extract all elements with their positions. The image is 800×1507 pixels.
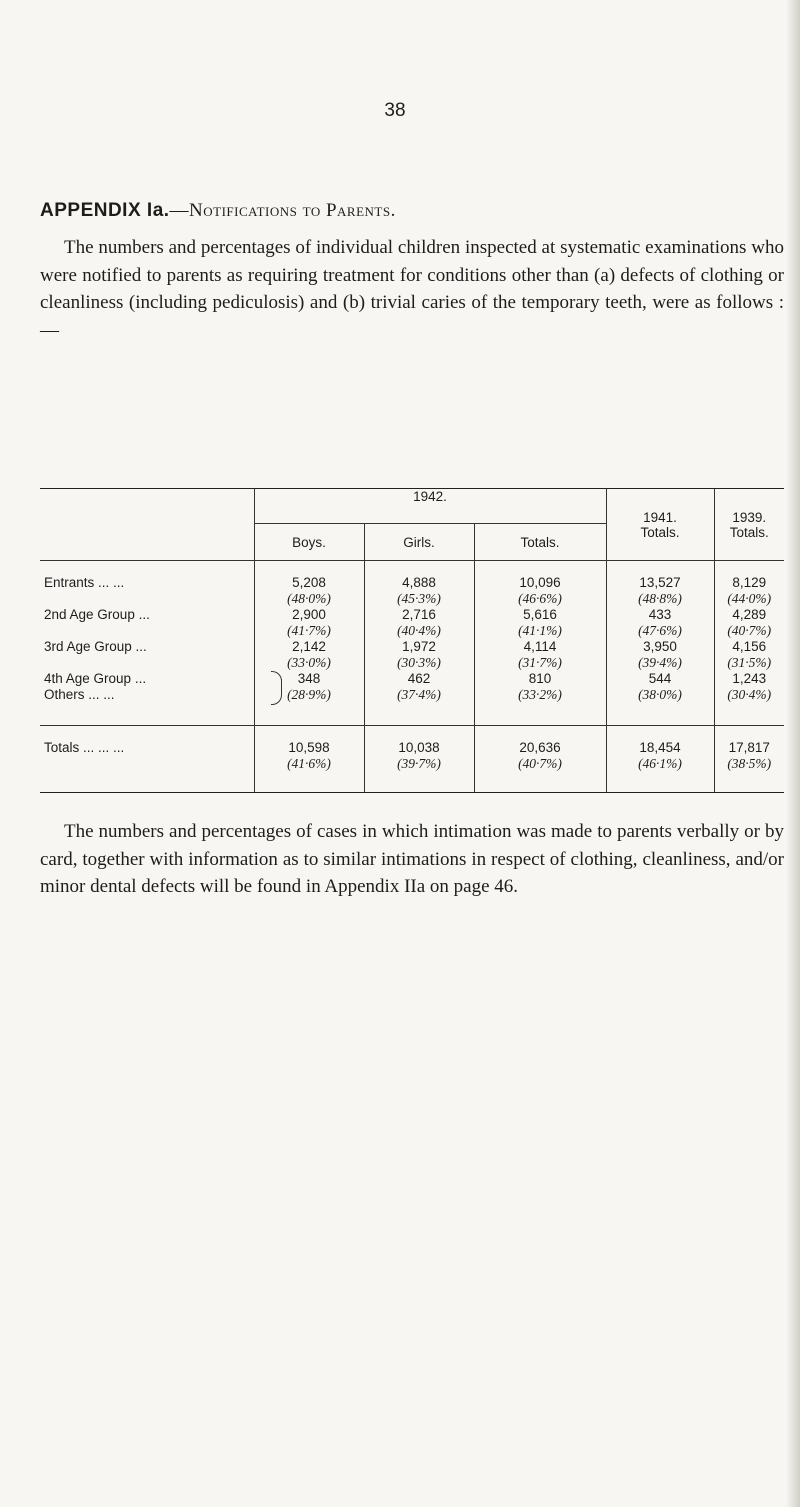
label-4th-age-group: 4th Age Group ... <box>44 671 147 686</box>
cell-value: 2,142 <box>292 639 326 654</box>
totals-row <box>40 726 784 793</box>
header-1939 <box>714 489 784 561</box>
cell-value: 433 <box>648 607 672 622</box>
header-1941-totals: Totals. <box>640 524 680 540</box>
cell-value: 2,900 <box>292 607 326 622</box>
header-1941 <box>606 489 714 561</box>
cell-value: 5,616 <box>523 607 557 622</box>
totals-label: Totals ... ... ... <box>44 740 125 755</box>
header-boys: Boys. <box>254 524 364 561</box>
cell-percent: (41·6%) <box>287 756 331 771</box>
header-1939-totals: Totals. <box>729 524 769 540</box>
label-3rd-age-group: 3rd Age Group ... <box>44 639 147 654</box>
cell-percent: (46·1%) <box>638 756 682 771</box>
cell-value: 3,950 <box>643 639 677 654</box>
header-1939-year: 1939. <box>732 509 767 525</box>
cell-percent: (44·0%) <box>727 591 772 606</box>
cell-value: 462 <box>407 671 431 686</box>
notifications-table <box>40 488 784 793</box>
label-entrants: Entrants ... ... <box>44 575 125 590</box>
totals-1939-column <box>714 561 784 726</box>
totals-girls <box>364 726 474 793</box>
cell-percent: (45·3%) <box>397 591 441 606</box>
label-2nd-age-group: 2nd Age Group ... <box>44 607 150 622</box>
cell-percent: (30·3%) <box>397 655 441 670</box>
cell-value: 2,716 <box>402 607 436 622</box>
totals-1939 <box>714 726 784 793</box>
cell-value: 1,972 <box>402 639 436 654</box>
cell-value: 1,243 <box>732 671 767 686</box>
header-girls: Girls. <box>364 524 474 561</box>
cell-value: 8,129 <box>732 575 767 590</box>
cell-percent: (48·0%) <box>287 591 331 606</box>
totals-1941-column <box>606 561 714 726</box>
appendix-heading-title: —Notifications to Parents. <box>169 200 396 221</box>
cell-value: 4,156 <box>732 639 767 654</box>
cell-percent: (39·7%) <box>397 756 441 771</box>
cell-value: 17,817 <box>728 740 770 755</box>
row-labels <box>40 561 254 726</box>
cell-value: 10,598 <box>288 740 330 755</box>
girls-column <box>364 561 474 726</box>
cell-percent: (40·7%) <box>518 756 562 771</box>
cell-value: 4,114 <box>523 639 557 654</box>
cell-value: 810 <box>528 671 552 686</box>
closing-paragraph: The numbers and percentages of cases in which intimation was made to parents verbally or by card, together with information as to similar intimations in respect of clothing, cleanliness, and/or minor dental defects will be found in Appendix IIa on page 46. <box>40 821 784 897</box>
cell-percent: (33·2%) <box>518 687 562 702</box>
cell-percent: (41·7%) <box>287 623 331 638</box>
cell-value: 20,636 <box>519 740 561 755</box>
cell-percent: (33·0%) <box>287 655 331 670</box>
cell-value: 544 <box>648 671 672 686</box>
appendix-heading-lead: APPENDIX Ia. <box>40 200 170 221</box>
cell-percent: (40·7%) <box>727 623 772 638</box>
cell-value: 10,096 <box>519 575 561 590</box>
cell-percent: (38·0%) <box>638 687 682 702</box>
cell-percent: (30·4%) <box>727 687 772 702</box>
cell-percent: (31·5%) <box>727 655 772 670</box>
cell-percent: (47·6%) <box>638 623 682 638</box>
totals-1942 <box>474 726 606 793</box>
cell-percent: (46·6%) <box>518 591 562 606</box>
right-brace-icon <box>271 671 282 705</box>
cell-value: 5,208 <box>292 575 326 590</box>
row-label-header <box>40 489 254 561</box>
cell-value: 4,289 <box>732 607 767 622</box>
cell-value: 10,038 <box>398 740 440 755</box>
cell-value: 13,527 <box>639 575 681 590</box>
page-edge-shadow <box>786 0 800 1507</box>
totals-boys <box>254 726 364 793</box>
header-totals-1942: Totals. <box>474 524 606 561</box>
page-number: 38 <box>384 100 406 121</box>
header-year-1942: 1942. <box>254 489 606 524</box>
label-others: Others ... ... <box>44 687 115 702</box>
cell-value: 18,454 <box>639 740 681 755</box>
cell-percent: (38·5%) <box>727 756 772 771</box>
cell-percent: (41·1%) <box>518 623 562 638</box>
totals-1942-column <box>474 561 606 726</box>
cell-value: 4,888 <box>402 575 436 590</box>
cell-percent: (31·7%) <box>518 655 562 670</box>
cell-percent: (39·4%) <box>638 655 682 670</box>
cell-value: 348 <box>297 671 321 686</box>
intro-paragraph: The numbers and percentages of individual children inspected at systematic examinations who were notified to parents as requiring treatment for conditions other than (a) defects of clothing or cleanliness (including pediculosis) and (b) trivial caries of the temporary teeth, were as follows :— <box>40 237 784 341</box>
cell-percent: (28·9%) <box>287 687 331 702</box>
header-1941-year: 1941. <box>643 509 677 525</box>
cell-percent: (40·4%) <box>397 623 441 638</box>
totals-1941 <box>606 726 714 793</box>
cell-percent: (48·8%) <box>638 591 682 606</box>
label-totals <box>40 726 254 793</box>
combined-cell <box>259 671 360 703</box>
table-row <box>40 561 784 726</box>
cell-percent: (37·4%) <box>397 687 441 702</box>
boys-column <box>254 561 364 726</box>
appendix-heading <box>40 200 396 222</box>
